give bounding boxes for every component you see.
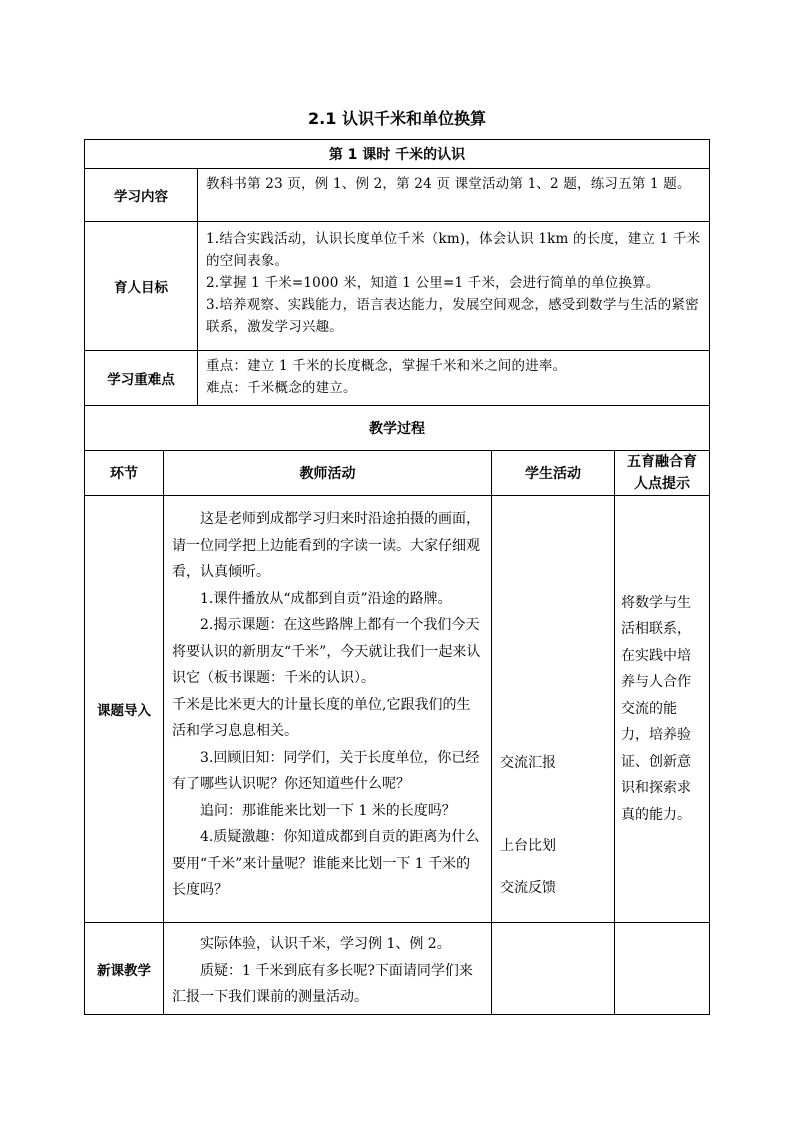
process-title: 教学过程: [84, 405, 710, 451]
info-line: 重点：建立 1 千米的长度概念，掌握千米和米之间的进率。: [206, 358, 567, 374]
tip-intro: 将数学与生活相联系，在实践中培养与人合作交流的能力，培养验证、创新意识和探索求真的能力。: [621, 594, 691, 823]
info-line: 难点：千米概念的建立。: [206, 380, 357, 396]
student-activity-intro: [491, 495, 615, 923]
info-value-keypoints: [197, 350, 710, 406]
info-label-goals: 育人目标: [84, 221, 198, 351]
info-line: 教科书第 23 页，例 1、例 2，第 24 页 课堂活动第 1、2 题，练习五第 1 题。: [206, 176, 691, 192]
column-header-teacher: 教师活动: [163, 450, 492, 496]
paragraph: 2.揭示课题：在这些路牌上都有一个我们今天将要认识的新朋友“千米”，今天就让我们一起来认识它（板书课题：千米的认识）。: [172, 617, 481, 686]
document-title: 2.1 认识千米和单位换算: [308, 109, 486, 128]
info-line: 3.培养观察、实践能力，语言表达能力，发展空间观念，感受到数学与生活的紧密联系，激发学习兴趣。: [206, 297, 699, 335]
paragraph: 3.回顾旧知：同学们，关于长度单位，你已经有了哪些认识呢？你还知道些什么呢？: [172, 749, 480, 792]
info-value-content: [197, 168, 710, 222]
tip-new-lesson: [614, 922, 710, 1015]
stage-intro: 课题导入: [84, 495, 164, 923]
info-line: 1.结合实践活动，认识长度单位千米（km)，体会认识 1km 的长度，建立 1 千米的空间表象。: [206, 231, 701, 269]
paragraph: 这是老师到成都学习归来时沿途拍摄的画面，请一位同学把上边能看到的字读一读。大家仔细观看，认真倾听。: [172, 511, 480, 580]
info-label-content: 学习内容: [84, 168, 198, 222]
info-value-goals: [197, 221, 710, 351]
paragraph: 质疑：1 千米到底有多长呢?下面请同学们来汇报一下我们课前的测量活动。: [172, 962, 473, 1005]
paragraph: 4.质疑激趣：你知道成都到自贡的距离为什么要用“千米”来计量呢？谁能来比划一下 1 千米的长度吗？: [172, 829, 480, 898]
column-header-stage: 环节: [84, 450, 164, 496]
student-item: 交流汇报: [500, 755, 556, 771]
student-item: 交流反馈: [500, 880, 556, 896]
paragraph: 千米是比米更大的计量长度的单位,它跟我们的生活和学习息息相关。: [172, 696, 471, 739]
teacher-activity-intro: [163, 495, 492, 923]
student-item: 上台比划: [500, 838, 556, 854]
info-label-keypoints: 学习重难点: [84, 350, 198, 406]
tip-intro-cell: [614, 495, 710, 923]
stage-new-lesson: 新课教学: [84, 922, 164, 1015]
info-line: 2.掌握 1 千米=1000 米，知道 1 公里=1 千米，会进行简单的单位换算。: [206, 275, 660, 291]
paragraph: 追问：那谁能来比划一下 1 米的长度吗？: [200, 802, 456, 819]
teacher-activity-new-lesson: [163, 922, 492, 1015]
paragraph: 1.课件播放从“成都到自贡”沿途的路牌。: [200, 590, 452, 607]
paragraph: 实际体验，认识千米，学习例 1、例 2。: [200, 936, 451, 952]
lesson-title: 第 1 课时 千米的认识: [84, 139, 710, 169]
column-header-tip: 五育融合育人点提示: [614, 450, 710, 496]
student-activity-new-lesson: [491, 922, 615, 1015]
column-header-student: 学生活动: [491, 450, 615, 496]
